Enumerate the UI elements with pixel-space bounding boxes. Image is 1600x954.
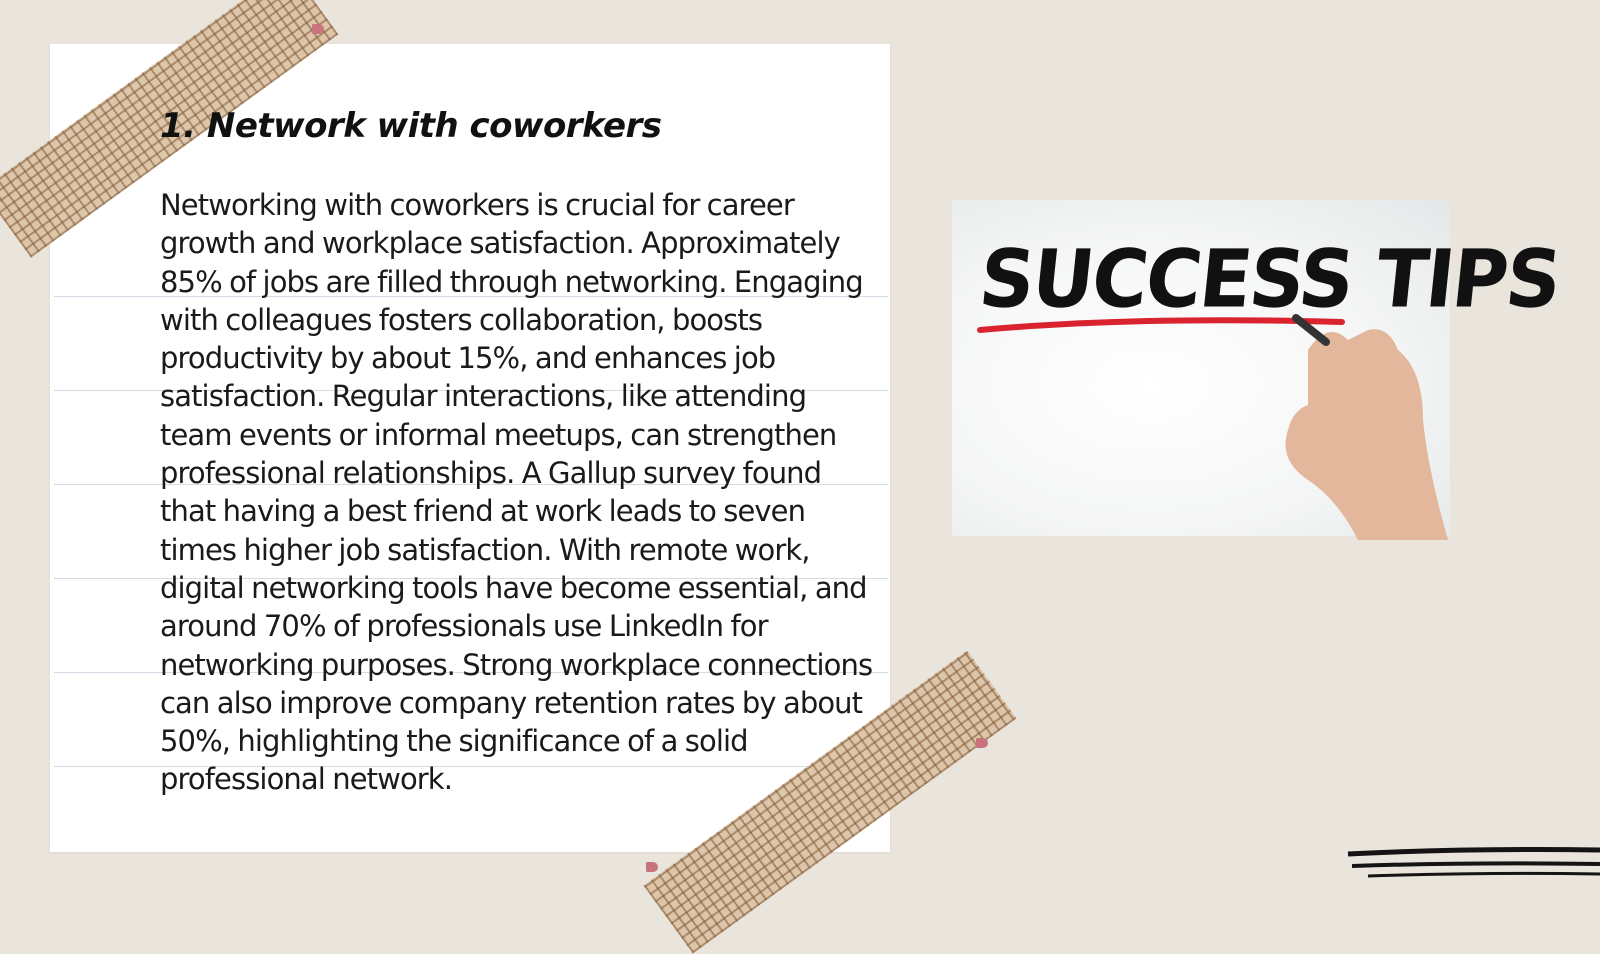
slide-title: 1. Network with coworkers [160,106,662,146]
tape-end-mark [646,862,658,872]
success-tips-photo [952,200,1564,536]
decorative-brush-lines [1348,844,1600,884]
tape-end-mark [312,24,324,34]
photo-caption: SUCCESS TIPS [975,231,1564,326]
hand-icon [1248,310,1448,540]
slide-body-text: Networking with coworkers is crucial for career growth and workplace satisfaction. Approximately 85% of jobs are filled through networking. Engaging with colleagues fosters collaboration, boosts productivity by about 15%, and enhances job satisfaction. Regular interactions, like attending team events or informal meetups, can strengthen professional relationships. A Gallup survey found that having a best friend at work leads to seven times higher job satisfaction. With remote work, digital networking tools have become essential, and around 70% of professionals use LinkedIn for networking purposes. Strong workplace connections can also improve company retention rates by about 50%, highlighting the significance of a solid professional network. [160,188,873,797]
tape-end-mark [976,738,988,748]
